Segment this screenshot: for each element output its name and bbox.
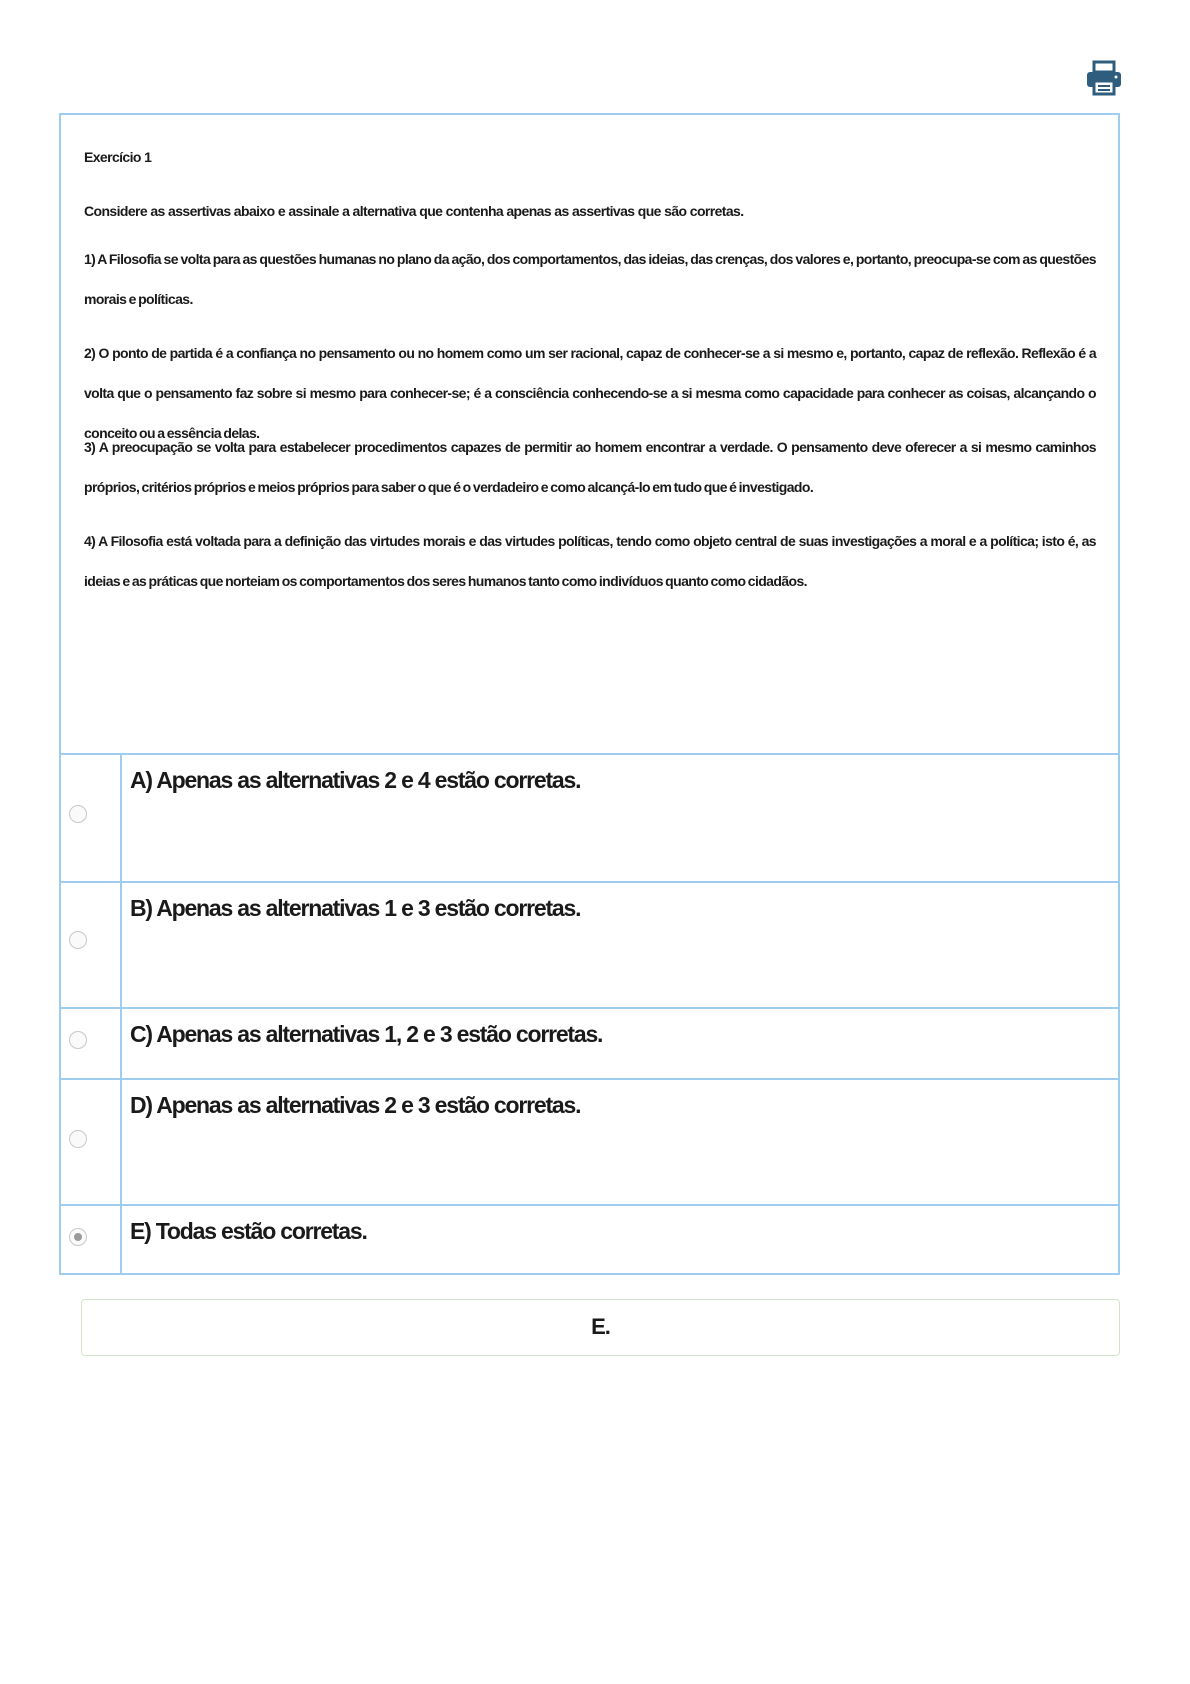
option-b-radio[interactable] <box>69 931 87 949</box>
option-d-radio[interactable] <box>69 1130 87 1148</box>
option-e-radio[interactable] <box>69 1228 87 1246</box>
option-row-a[interactable] <box>61 755 1118 881</box>
option-c-radio[interactable] <box>69 1031 87 1049</box>
assertion-2: 2) O ponto de partida é a confiança no pensamento ou no homem como um ser racional, capaz de conhecer-se a si mesmo e, portanto, capaz de reflexão. Reflexão é a volta que o pensamento faz sobre si mesmo para conhecer-se; é a consciência conhecendo-se a si mesma como capacidade para conhecer as coisas, alcançando o conceito ou a essência delas. <box>84 345 1096 441</box>
option-radio-cell <box>61 883 122 1007</box>
option-row-d[interactable] <box>61 1078 1118 1204</box>
option-radio-cell <box>61 1009 122 1078</box>
option-radio-cell <box>61 755 122 881</box>
option-e-label[interactable]: E) Todas estão corretas. <box>130 1218 367 1244</box>
option-b-label[interactable]: B) Apenas as alternativas 1 e 3 estão corretas. <box>130 895 581 921</box>
print-icon <box>1085 60 1123 96</box>
option-row-b[interactable] <box>61 881 1118 1007</box>
option-a-radio[interactable] <box>69 805 87 823</box>
option-radio-cell <box>61 1080 122 1204</box>
option-radio-cell <box>61 1206 122 1273</box>
print-button[interactable] <box>1085 60 1123 96</box>
assertion-3: 3) A preocupação se volta para estabelecer procedimentos capazes de permitir ao homem encontrar a verdade. O pensamento deve oferecer a si mesmo caminhos próprios, critérios próprios e meios próprios para saber o que é o verdadeiro e como alcançá-lo em tudo que é investigado. <box>84 439 1096 495</box>
option-row-e[interactable] <box>61 1204 1118 1273</box>
exercise-title: Exercício 1 <box>84 149 152 165</box>
option-a-label[interactable]: A) Apenas as alternativas 2 e 4 estão corretas. <box>130 767 581 793</box>
options-table <box>59 753 1120 1275</box>
option-c-label[interactable]: C) Apenas as alternativas 1, 2 e 3 estão corretas. <box>130 1021 603 1047</box>
answer-feedback: E. <box>81 1299 1120 1356</box>
question-panel <box>59 113 1120 753</box>
exercise-prompt: Considere as assertivas abaixo e assinale a alternativa que contenha apenas as assertivas que são corretas. <box>84 203 744 219</box>
option-d-label[interactable]: D) Apenas as alternativas 2 e 3 estão corretas. <box>130 1092 581 1118</box>
option-row-c[interactable] <box>61 1007 1118 1078</box>
assertion-4: 4) A Filosofia está voltada para a definição das virtudes morais e das virtudes políticas, tendo como objeto central de suas investigações a moral e a política; isto é, as ideias e as práticas que norteiam os comportamentos dos seres humanos tanto como indivíduos quanto como cidadãos. <box>84 533 1096 589</box>
assertion-1: 1) A Filosofia se volta para as questões humanas no plano da ação, dos comportamentos, das ideias, das crenças, dos valores e, portanto, preocupa-se com as questões morais e políticas. <box>84 251 1096 307</box>
